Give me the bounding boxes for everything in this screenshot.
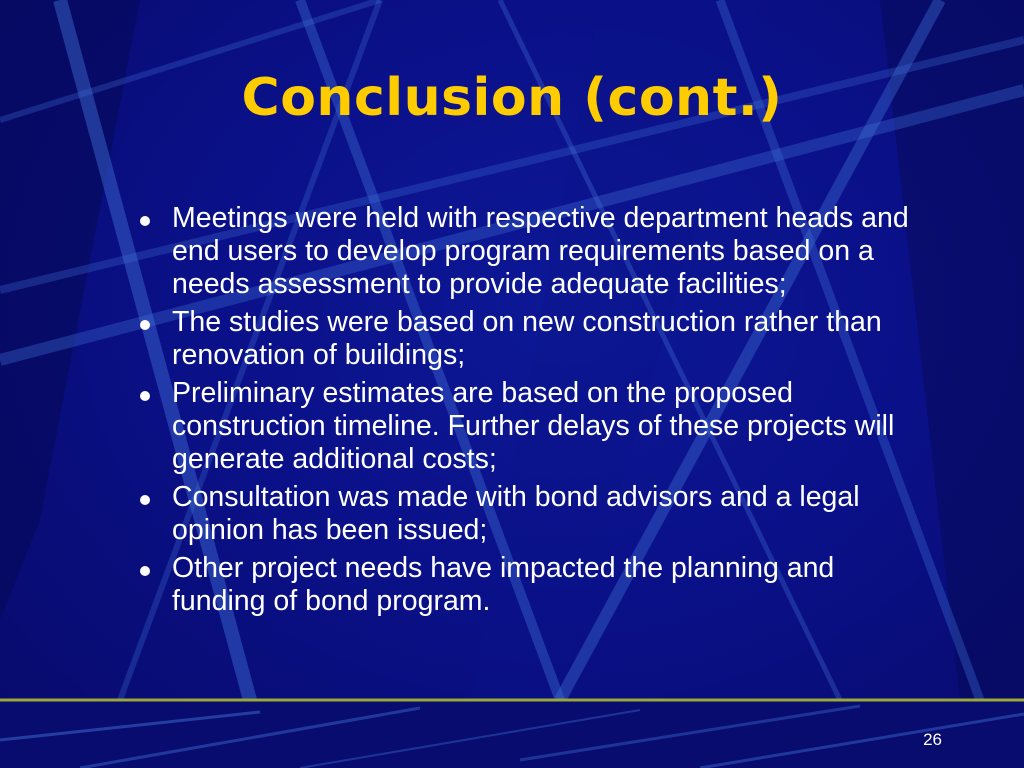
bullet-dot-icon: [140, 216, 150, 226]
bullet-list: [138, 202, 928, 623]
bullet-item: [138, 377, 928, 476]
bullet-dot-icon: [140, 320, 150, 330]
bottom-band: [0, 700, 1024, 768]
bullet-item: [138, 202, 928, 301]
bullet-dot-icon: [140, 566, 150, 576]
bullet-text: The studies were based on new construction rather than renovation of buildings;: [172, 306, 882, 371]
bullet-dot-icon: [140, 495, 150, 505]
bullet-item: [138, 306, 928, 372]
page-number: 26: [923, 730, 942, 749]
slide-title: Conclusion (cont.): [241, 68, 783, 128]
bullet-item: [138, 552, 928, 618]
bullet-text: Meetings were held with respective department heads and end users to develop program requirements based on a needs assessment to provide adequate facilities;: [172, 202, 909, 300]
bullet-dot-icon: [140, 391, 150, 401]
bullet-item: [138, 481, 928, 547]
bullet-text: Consultation was made with bond advisors and a legal opinion has been issued;: [172, 481, 860, 546]
bullet-text: Other project needs have impacted the planning and funding of bond program.: [172, 552, 835, 617]
bullet-text: Preliminary estimates are based on the proposed construction timeline. Further delays of these projects will generate additional costs;: [172, 377, 895, 475]
